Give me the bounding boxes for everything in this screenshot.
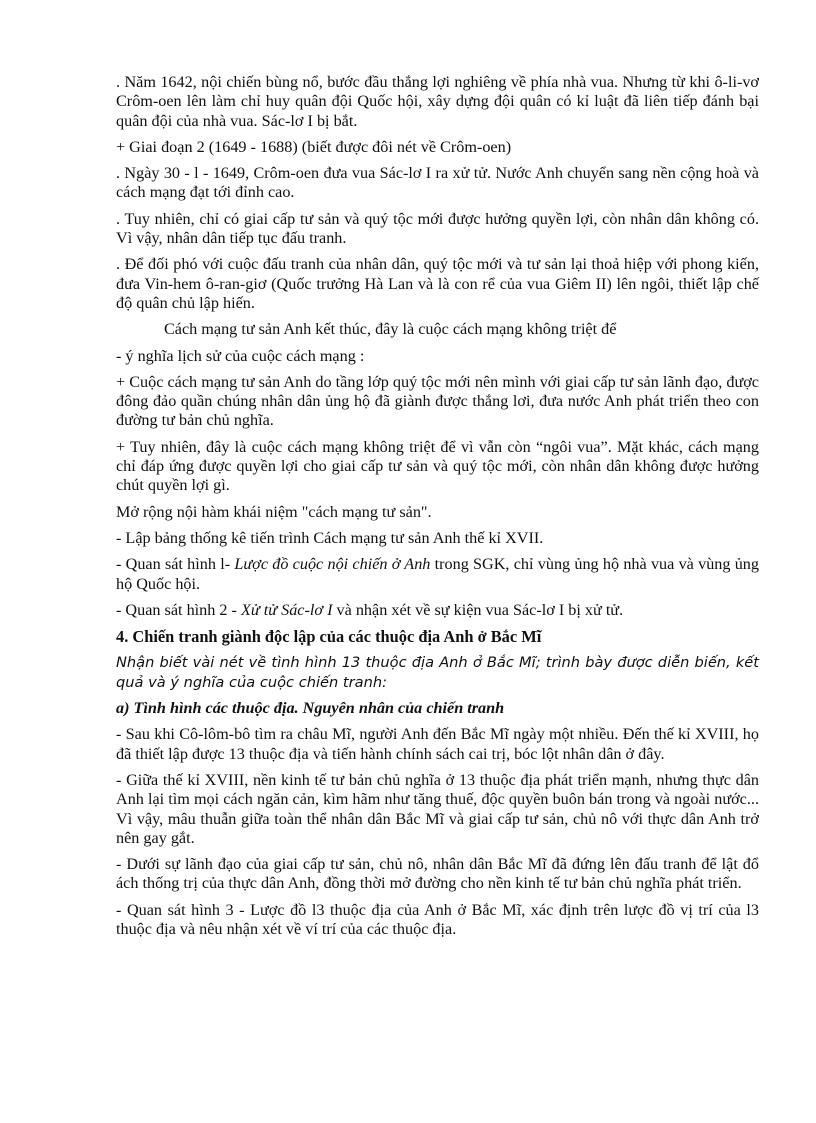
paragraph-phase-2: + Giai đoạn 2 (1649 - 1688) (biết được đôi nét về Crôm-oen) (116, 137, 512, 156)
observe-2-prefix: - Quan sát hình 2 - (116, 600, 241, 619)
paragraph-statistics-table: - Lập bảng thống kê tiến trình Cách mạng tư sản Anh thế kỉ XVII. (116, 528, 544, 547)
observe-1-prefix: - Quan sát hình l- (116, 555, 235, 574)
observe-1-suffix: trong SGK, chỉ vùng ủng hộ nhà vua và vùng ủng hộ Quốc hội. (116, 555, 759, 593)
paragraph-a-2: - Giữa thế kỉ XVIII, nền kinh tế tư bản chủ nghĩa ở 13 thuộc địa phát triển mạnh, nhưng thực dân Anh lại tìm mọi cách ngăn cản, kìm hãm như tăng thuế, độc quyền buôn bán trong và ngoài nước... Vì vậy, mâu thuẫn giữa toàn thể nhân dân Bắc Mĩ và giai cấp tư sản, chủ nô với thực dân Anh trở nên gay gắt. (116, 770, 759, 847)
paragraph-conclusion: Cách mạng tư sản Anh kết thúc, đây là cuộc cách mạng không triệt để (164, 320, 617, 339)
figure-2-title: Xử tử Sác-lơ I (240, 600, 333, 619)
paragraph-observe-figure-2 (116, 601, 759, 620)
paragraph-compromise: . Để đối phó với cuộc đấu tranh của nhân dân, quý tộc mới và tư sản lại thoả hiệp với phong kiến, đưa Vin-hem ô-ran-giơ (Quốc trưởng Hà Lan và là con rể của vua Giêm II) lên ngôi, thiết lập chế độ quân chủ lập hiến. (116, 255, 759, 312)
paragraph-significance-2: + Tuy nhiên, đây là cuộc cách mạng không triệt để vì vẫn còn “ngôi vua”. Mặt khác, cách mạng chỉ đáp ứng được quyền lợi cho giai cấp tư sản và quý tộc mới, còn nhân dân không được hưởng chút quyền lợi gì. (116, 437, 759, 495)
section-4-heading: 4. Chiến tranh giành độc lập của các thuộc địa Anh ở Bắc Mĩ (116, 627, 542, 647)
paragraph-however: . Tuy nhiên, chỉ có giai cấp tư sản và quý tộc mới được hưởng quyền lợi, còn nhân dân không có. Vì vậy, nhân dân tiếp tục đấu tranh. (116, 209, 759, 248)
paragraph-a-1: - Sau khi Cô-lôm-bô tìm ra châu Mĩ, người Anh đến Bắc Mĩ ngày một nhiều. Đến thế kỉ XVIII, họ đã thiết lập được 13 thuộc địa và tiến hành chính sách cai trị, bóc lột nhân dân ở đây. (116, 725, 759, 763)
document-page (116, 73, 759, 946)
subsection-a-heading: a) Tình hình các thuộc địa. Nguyên nhân của chiến tranh (116, 699, 505, 718)
observe-2-suffix: và nhận xét về sự kiện vua Sác-lơ I bị xử tử. (332, 600, 624, 619)
figure-1-title: Lược đồ cuộc nội chiến ở Anh (234, 555, 431, 574)
paragraph-expand-concept: Mở rộng nội hàm khái niệm "cách mạng tư sản". (116, 502, 432, 521)
paragraph-execution: . Ngày 30 - l - 1649, Crôm-oen đưa vua Sác-lơ I ra xử tử. Nước Anh chuyển sang nền cộng hoà và cách mạng đạt tới đỉnh cao. (116, 164, 759, 202)
paragraph-significance-title: - ý nghĩa lịch sử của cuộc cách mạng : (116, 346, 365, 365)
paragraph-observe-figure-1 (116, 555, 759, 594)
paragraph-civil-war: . Năm 1642, nội chiến bùng nổ, bước đầu thắng lợi nghiêng về phía nhà vua. Nhưng từ khi ô-li-vơ Crôm-oen lên làm chỉ huy quân đội Quốc hội, xây dựng đội quân có kỉ luật đã liên tiếp đánh bại quân đội của nhà vua. Sác-lơ I bị bắt. (116, 73, 759, 130)
section-4-intro: Nhận biết vài nét về tình hình 13 thuộc địa Anh ở Bắc Mĩ; trình bày được diễn biến, kết quả và ý nghĩa của cuộc chiến tranh: (116, 654, 759, 691)
paragraph-a-4: - Quan sát hình 3 - Lược đồ l3 thuộc địa của Anh ở Bắc Mĩ, xác định trên lược đồ vị trí của l3 thuộc địa và nêu nhận xét về ví trí của các thuộc địa. (116, 900, 759, 938)
paragraph-significance-1: + Cuộc cách mạng tư sản Anh do tầng lớp quý tộc mới nên mình với giai cấp tư sản lãnh đạo, được đông đảo quần chúng nhân dân ủng hộ đã giành được thắng lơi, đưa nước Anh phát triển theo con đường tư bản chủ nghĩa. (116, 372, 759, 430)
paragraph-a-3: - Dưới sự lãnh đạo của giai cấp tư sản, chủ nô, nhân dân Bắc Mĩ đã đứng lên đấu tranh để lật đổ ách thống trị của thực dân Anh, đồng thời mở đường cho nền kinh tế tư bản chủ nghĩa phát triển. (116, 855, 759, 893)
